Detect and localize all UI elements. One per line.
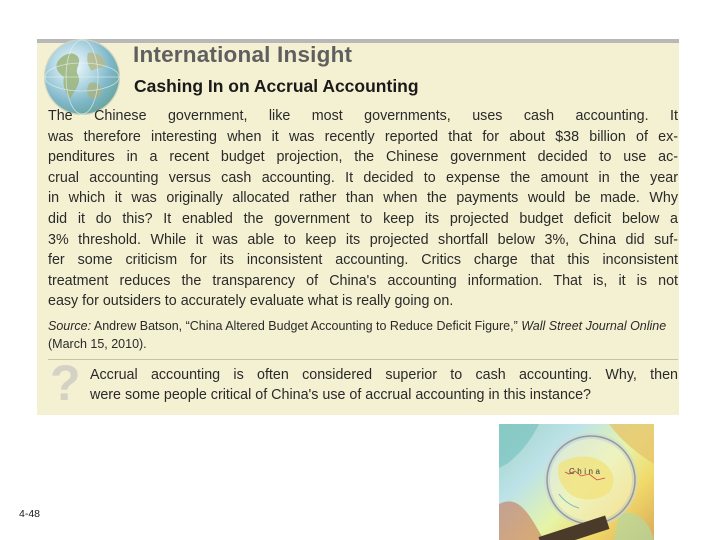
section-divider [48, 359, 678, 360]
source-citation [48, 318, 678, 353]
body-line: did it do this? It enabled the government to keep its projected budget deficit below a [48, 210, 678, 227]
source-publication: Wall Street Journal Online [521, 319, 667, 333]
question-mark-icon: ? [50, 355, 81, 411]
body-line: was therefore interesting when it was recently reported that for about $38 billion of ex- [48, 128, 678, 145]
body-line: 3% threshold. While it was able to keep its projected shortfall below 3%, China did suf- [48, 231, 678, 248]
body-line: treatment reduces the transparency of China's accounting information. That is, it is not [48, 272, 678, 289]
map-label-china: China [569, 467, 603, 476]
question-line: were some people critical of China's use of accrual accounting in this instance? [90, 387, 592, 404]
source-date: (March 15, 2010). [48, 336, 147, 351]
body-line: The Chinese government, like most governments, uses cash accounting. It [48, 108, 678, 124]
body-line: in which it was originally allocated rather than when the payments would be made. Why [48, 190, 678, 207]
question-line: Accrual accounting is often considered superior to cash accounting. Why, then [90, 367, 678, 383]
insight-heading: International Insight [133, 42, 353, 67]
magnified-china-map-image [499, 424, 654, 540]
source-text: Andrew Batson, “China Altered Budget Accounting to Reduce Deficit Figure,” [93, 319, 518, 333]
discussion-question [90, 365, 678, 405]
body-line: crual accounting versus cash accounting. It decided to expense the amount in the year [48, 169, 678, 186]
globe-icon [44, 39, 120, 115]
insight-body-text [48, 106, 678, 312]
body-line: fer some criticism for its inconsistent accounting. Critics charge that this inconsistent [48, 252, 678, 269]
page-number: 4-48 [19, 508, 41, 520]
body-line: penditures in a recent budget projection, the Chinese government decided to use ac- [48, 149, 678, 166]
insight-subheading: Cashing In on Accrual Accounting [134, 76, 419, 96]
source-label: Source: [48, 319, 92, 333]
body-line: easy for outsiders to accurately evaluate what is really going on. [48, 293, 454, 310]
